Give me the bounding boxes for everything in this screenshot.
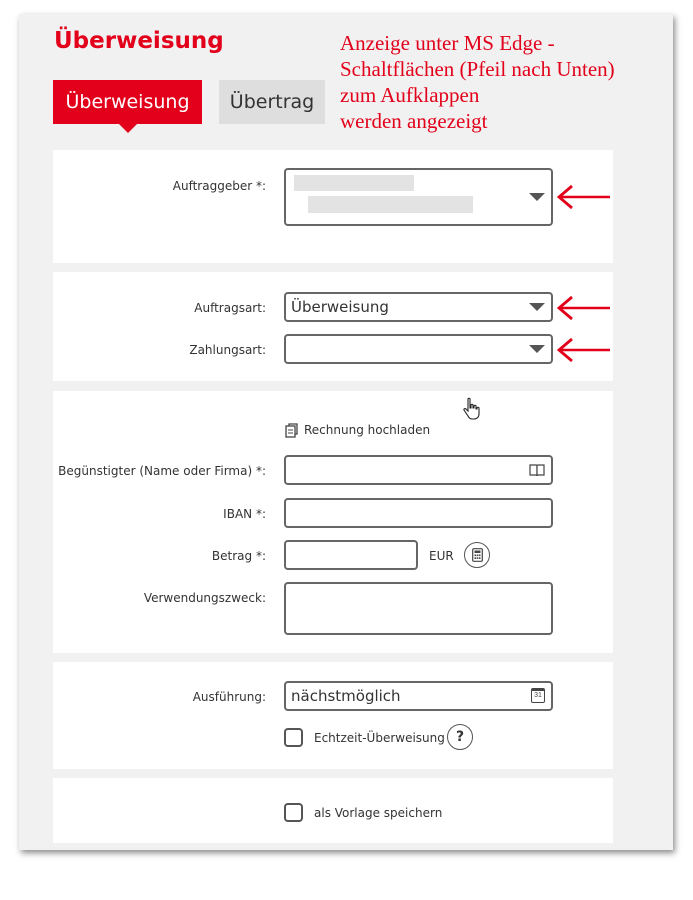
annotation-line: Schaltflächen (Pfeil nach Unten) xyxy=(340,57,615,81)
beguenstigter-label: Begünstigter (Name oder Firma) *: xyxy=(58,464,266,478)
iban-label: IBAN *: xyxy=(223,507,266,521)
auftraggeber-label: Auftraggeber *: xyxy=(172,179,266,193)
vorlage-label: als Vorlage speichern xyxy=(314,806,443,820)
auftraggeber-select[interactable] xyxy=(284,168,553,226)
upload-invoice-link[interactable]: Rechnung hochladen xyxy=(304,423,431,437)
tab-ueberweisung[interactable]: Überweisung xyxy=(53,80,202,124)
ausfuehrung-date-input[interactable] xyxy=(284,681,553,711)
ausfuehrung-label: Ausführung: xyxy=(192,690,266,704)
calculator-icon xyxy=(472,548,483,562)
auftragsart-section xyxy=(53,272,613,381)
redacted-account-iban xyxy=(308,196,473,213)
echtzeit-help-button[interactable] xyxy=(447,724,473,750)
beguenstigter-input[interactable] xyxy=(284,455,553,485)
vorlage-checkbox[interactable] xyxy=(284,803,303,822)
auftragsart-value: Überweisung xyxy=(291,298,389,316)
redacted-account-name xyxy=(294,175,414,191)
annotation-line: Anzeige unter MS Edge - xyxy=(340,31,555,55)
annotation-line: zum Aufklappen xyxy=(340,83,480,107)
annotation-note xyxy=(340,30,680,134)
red-arrow-left-icon xyxy=(556,337,612,363)
iban-input[interactable] xyxy=(284,498,553,528)
annotation-line: werden angezeigt xyxy=(340,109,488,133)
red-arrow-left-icon xyxy=(556,184,612,210)
auftragsart-select[interactable] xyxy=(284,292,553,322)
calendar-icon[interactable] xyxy=(531,688,545,703)
ausfuehrung-value: nächstmöglich xyxy=(291,687,401,705)
zahlungsart-select[interactable] xyxy=(284,334,553,364)
pointer-hand-icon xyxy=(462,397,480,421)
echtzeit-label: Echtzeit-Überweisung xyxy=(314,731,445,745)
auftraggeber-section xyxy=(53,150,613,263)
tab-uebertrag[interactable]: Übertrag xyxy=(219,80,325,124)
verwendungszweck-label: Verwendungszweck: xyxy=(143,591,266,605)
calculator-button[interactable] xyxy=(464,542,490,568)
verwendungszweck-textarea[interactable] xyxy=(284,582,553,635)
upload-document-icon[interactable] xyxy=(285,423,299,438)
help-icon: ? xyxy=(455,729,465,745)
calendar-day: 31 xyxy=(534,692,542,699)
dropdown-caret-icon[interactable] xyxy=(529,303,545,311)
dropdown-caret-icon[interactable] xyxy=(529,345,545,353)
red-arrow-left-icon xyxy=(556,295,612,321)
vorlage-section xyxy=(53,778,613,843)
dropdown-caret-icon[interactable] xyxy=(529,193,545,201)
page-title: Überweisung xyxy=(54,28,224,54)
betrag-input[interactable] xyxy=(284,540,418,570)
ausfuehrung-section xyxy=(53,662,613,769)
betrag-label: Betrag *: xyxy=(211,549,266,563)
zahlungsart-label: Zahlungsart: xyxy=(189,343,266,357)
currency-label: EUR xyxy=(429,549,454,563)
echtzeit-checkbox[interactable] xyxy=(284,728,303,747)
empfaenger-section xyxy=(53,391,613,653)
address-book-icon[interactable] xyxy=(529,463,545,477)
auftragsart-label: Auftragsart: xyxy=(194,301,266,315)
